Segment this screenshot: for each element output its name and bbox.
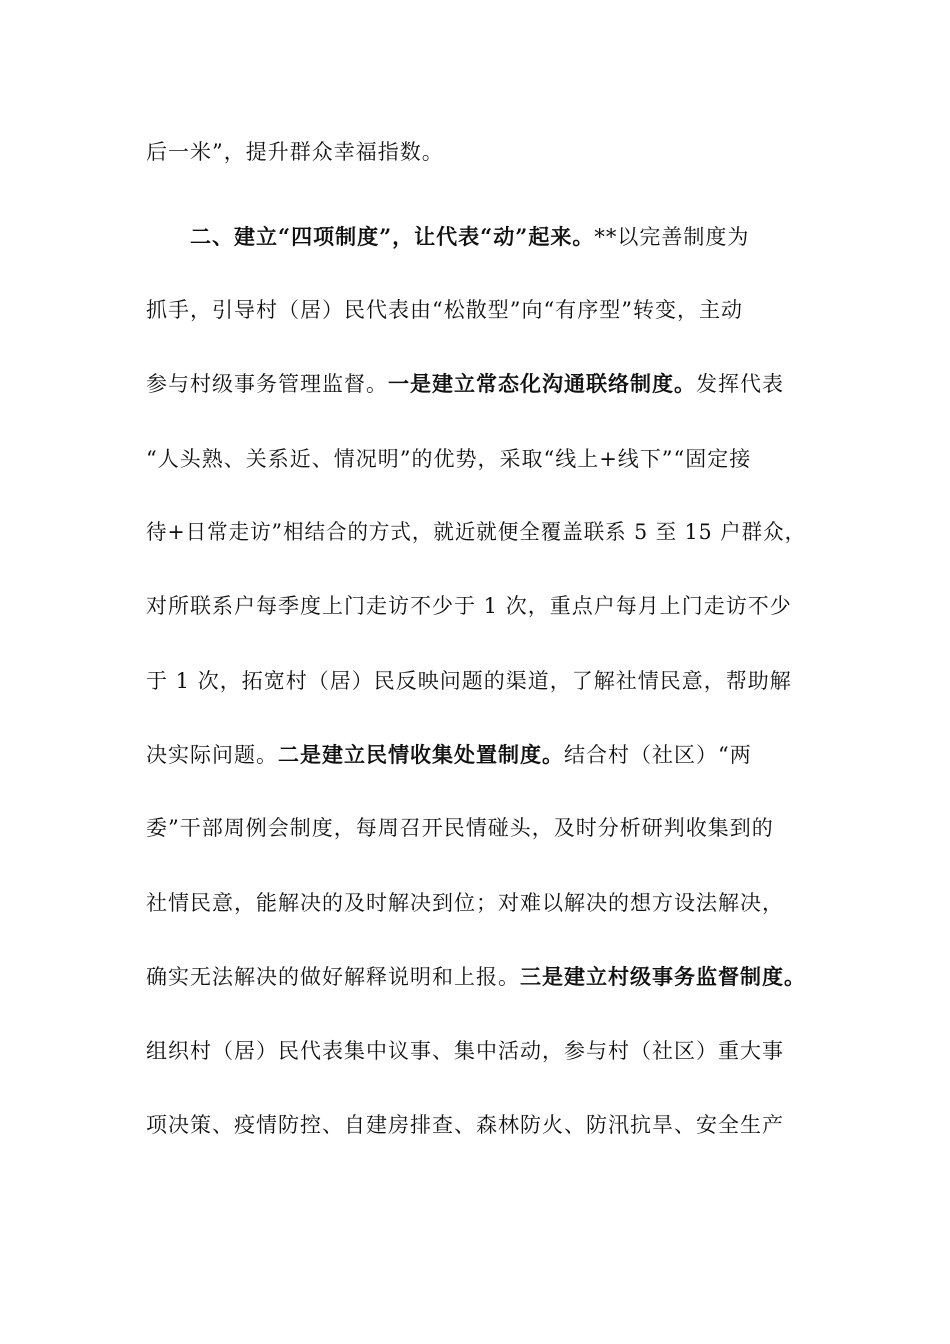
subheading-2: 二是建立民情收集处置制度。 (278, 742, 564, 767)
text-line-13 (146, 1036, 784, 1066)
text-line-6 (146, 517, 806, 547)
text-segment: 委”干部周例会制度，每周召开民情碰头，及时分析研判收集到的 (146, 816, 774, 840)
text-line-1 (146, 137, 444, 167)
text-segment: 参与村级事务管理监督。 (146, 372, 388, 396)
text-segment: 发挥代表 (696, 372, 784, 396)
text-segment: 确实无法解决的做好解释说明和上报。 (146, 965, 520, 989)
text-segment: 后一米”，提升群众幸福指数。 (146, 140, 444, 164)
text-line-11 (146, 888, 784, 918)
text-segment: 社情民意，能解决的及时解决到位；对难以解决的想方设法解决， (146, 891, 784, 915)
text-segment: 项决策、疫情防控、自建房排查、森林防火、防汛抗旱、安全生产 (146, 1113, 784, 1137)
section-heading-line (190, 222, 749, 252)
text-line-5 (146, 444, 751, 474)
text-line-4 (146, 369, 784, 399)
subheading-1: 一是建立常态化沟通联络制度。 (388, 371, 696, 396)
subheading-3: 三是建立村级事务监督制度。 (520, 964, 806, 989)
text-segment: 于 1 次，拓宽村（居）民反映问题的渠道，了解社情民意，帮助解 (146, 669, 792, 693)
text-line-8 (146, 666, 792, 696)
text-segment: 组织村（居）民代表集中议事、集中活动，参与村（社区）重大事 (146, 1039, 784, 1063)
text-line-10 (146, 813, 774, 843)
text-line-12 (146, 962, 806, 992)
text-segment: 决实际问题。 (146, 743, 278, 767)
text-line-14 (146, 1110, 784, 1140)
section-heading: 二、建立“四项制度”，让代表“动”起来。 (190, 224, 595, 249)
text-line-7 (146, 591, 792, 621)
text-line-3 (146, 295, 743, 325)
text-line-9 (146, 740, 752, 770)
text-segment: **以完善制度为 (594, 225, 750, 249)
text-segment: 待+日常走访”相结合的方式，就近就便全覆盖联系 5 至 15 户群众， (146, 520, 807, 544)
text-segment: 结合村（社区）“两 (564, 743, 752, 767)
text-segment: 抓手，引导村（居）民代表由“松散型”向“有序型”转变，主动 (146, 298, 743, 322)
text-segment: “人头熟、关系近、情况明”的优势，采取“线上+线下”“固定接 (146, 447, 752, 471)
text-segment: 对所联系户每季度上门走访不少于 1 次，重点户每月上门走访不少 (146, 594, 792, 618)
